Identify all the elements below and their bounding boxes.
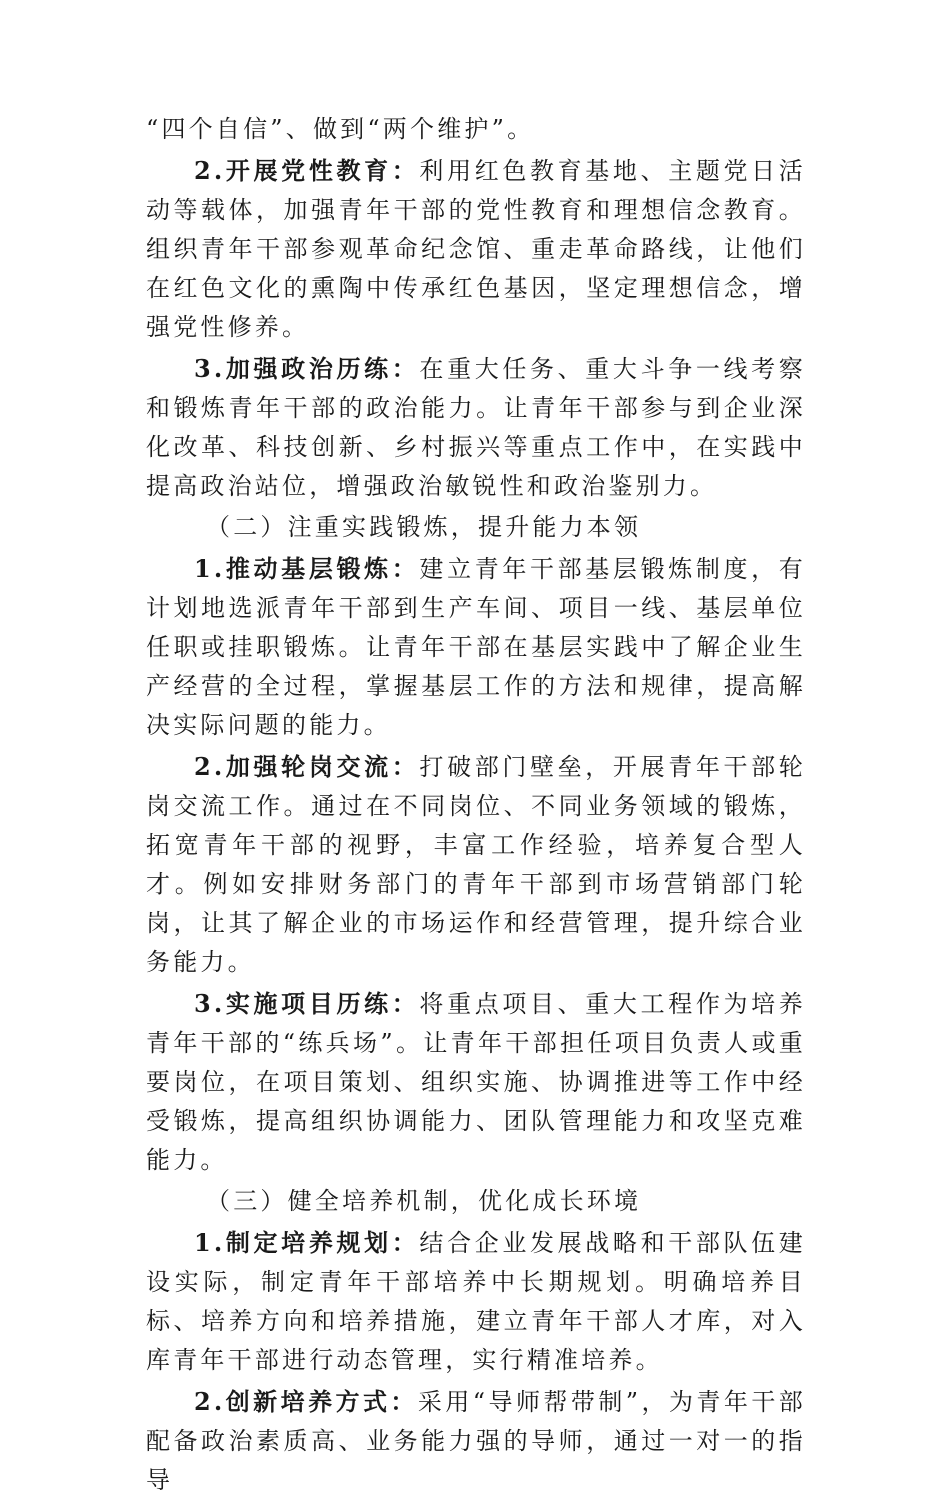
item-lead: 3.实施项目历练：: [194, 989, 420, 1018]
paragraph-text: “四个自信”、做到“两个维护”。: [146, 115, 535, 143]
paragraph-text: 采用“导师帮带制”，为青年干部配备政治素质高、业务能力强的导师，通过一对一的指导: [146, 1388, 806, 1494]
paragraph-item: [146, 349, 806, 506]
item-lead: 1.制定培养规划：: [194, 1228, 420, 1257]
section-heading-text: （二）注重实践锻炼，提升能力本领: [206, 513, 642, 541]
item-lead: 2.加强轮岗交流：: [194, 752, 420, 781]
paragraph-continuation: [146, 110, 806, 149]
paragraph-text: 结合企业发展战略和干部队伍建设实际，制定青年干部培养中长期规划。明确培养目标、培养方向和培养措施，建立青年干部人才库，对入库青年干部进行动态管理，实行精准培养。: [146, 1229, 806, 1374]
paragraph-text: 打破部门壁垒，开展青年干部轮岗交流工作。通过在不同岗位、不同业务领域的锻炼，拓宽青年干部的视野，丰富工作经验，培养复合型人才。例如安排财务部门的青年干部到市场营销部门轮岗，让其了解企业的市场运作和经营管理，提升综合业务能力。: [146, 753, 806, 976]
paragraph-text: 将重点项目、重大工程作为培养青年干部的“练兵场”。让青年干部担任项目负责人或重要岗位，在项目策划、组织实施、协调推进等工作中经受锻炼，提高组织协调能力、团队管理能力和攻坚克难能力。: [146, 990, 806, 1174]
document-body: [146, 110, 806, 1500]
paragraph-item: [146, 151, 806, 347]
paragraph-item: [146, 1382, 806, 1500]
paragraph-text: 建立青年干部基层锻炼制度，有计划地选派青年干部到生产车间、项目一线、基层单位任职或挂职锻炼。让青年干部在基层实践中了解企业生产经营的全过程，掌握基层工作的方法和规律，提高解决实际问题的能力。: [146, 555, 806, 739]
paragraph-text: 在重大任务、重大斗争一线考察和锻炼青年干部的政治能力。让青年干部参与到企业深化改革、科技创新、乡村振兴等重点工作中，在实践中提高政治站位，增强政治敏锐性和政治鉴别力。: [146, 355, 806, 500]
paragraph-item: [146, 984, 806, 1180]
section-heading: [146, 1182, 806, 1221]
paragraph-item: [146, 1223, 806, 1380]
section-heading-text: （三）健全培养机制，优化成长环境: [206, 1187, 642, 1215]
paragraph-item: [146, 747, 806, 982]
item-lead: 3.加强政治历练：: [194, 354, 420, 383]
item-lead: 2.创新培养方式：: [194, 1387, 418, 1416]
item-lead: 1.推动基层锻炼：: [194, 554, 420, 583]
paragraph-text: 利用红色教育基地、主题党日活动等载体，加强青年干部的党性教育和理想信念教育。组织青年干部参观革命纪念馆、重走革命路线，让他们在红色文化的熏陶中传承红色基因，坚定理想信念，增强党性修养。: [146, 157, 806, 341]
paragraph-item: [146, 549, 806, 745]
item-lead: 2.开展党性教育：: [194, 156, 420, 185]
section-heading: [146, 508, 806, 547]
